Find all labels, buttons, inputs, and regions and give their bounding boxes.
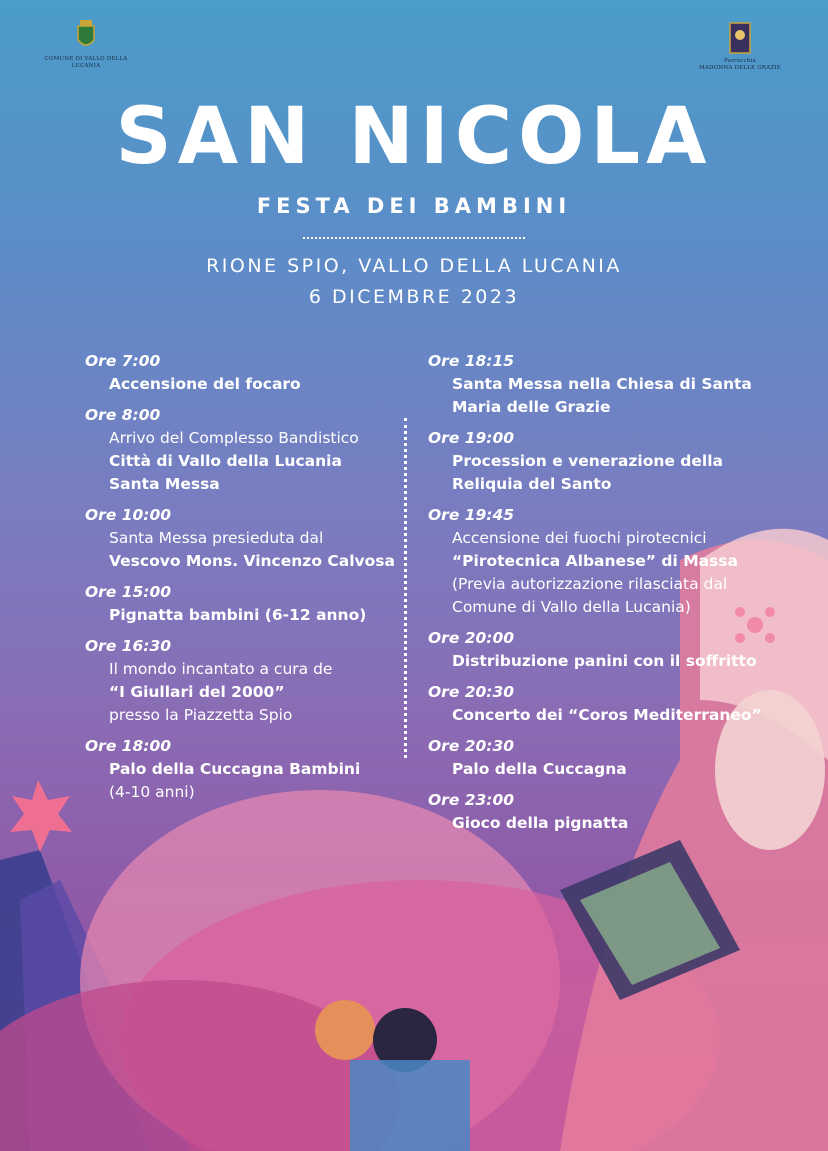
entry-description: (Previa autorizzazione rilasciata dal [452, 575, 728, 593]
program-entry [428, 681, 808, 735]
program-entry [428, 789, 808, 843]
event-subtitle: FESTA DEI BAMBINI [256, 194, 572, 218]
entry-time: Ore 18:00 [85, 737, 172, 755]
entry-gap [85, 573, 395, 581]
program-entry [85, 404, 395, 504]
entry-description: Il mondo incantato a cura de [109, 660, 333, 678]
entry-description: Arrivo del Complesso Bandistico [109, 429, 359, 447]
event-date: 6 DICEMBRE 2023 [308, 286, 520, 308]
entry-time: Ore 15:00 [85, 583, 172, 601]
entry-description: Città di Vallo della Lucania [109, 452, 342, 470]
child-body [350, 1060, 470, 1151]
entry-time: Ore 20:30 [428, 737, 515, 755]
entry-description: Comune di Vallo della Lucania) [452, 598, 691, 616]
entry-description: Procession e venerazione della [452, 452, 723, 470]
municipality-label: COMUNE DI VALLO DELLA LUCANIA [44, 56, 128, 69]
entry-description: Pignatta bambini (6-12 anno) [109, 606, 367, 624]
entry-description: “I Giullari del 2000” [109, 683, 285, 701]
entry-description: Santa Messa [109, 475, 220, 493]
entry-time: Ore 16:30 [85, 637, 172, 655]
entry-description: Palo della Cuccagna [452, 760, 627, 778]
program-entry [85, 350, 395, 404]
entry-time: Ore 20:00 [428, 629, 515, 647]
entry-gap [428, 727, 808, 735]
program-entry [428, 627, 808, 681]
entry-description: Santa Messa nella Chiesa di Santa [452, 375, 752, 393]
entry-description: Santa Messa presieduta dal [109, 529, 324, 547]
entry-description: Palo della Cuccagna Bambini [109, 760, 361, 778]
entry-description: “Pirotecnica Albanese” di Massa [452, 552, 738, 570]
program-entry [428, 427, 808, 504]
column-divider [404, 418, 407, 758]
parish-logo [690, 22, 790, 72]
entry-description: Vescovo Mons. Vincenzo Calvosa [109, 552, 395, 570]
entry-gap [428, 781, 808, 789]
entry-description: presso la Piazzetta Spio [109, 706, 293, 724]
entry-gap [428, 619, 808, 627]
entry-time: Ore 19:00 [428, 429, 515, 447]
entry-gap [85, 727, 395, 735]
entry-description: Concerto dei “Coros Mediterraneo” [452, 706, 762, 724]
program-entry [85, 504, 395, 581]
parish-label-1: Parrocchia [723, 58, 757, 64]
program-entry [85, 735, 395, 812]
entry-description: Reliquia del Santo [452, 475, 612, 493]
dotted-separator [303, 237, 525, 239]
parish-image-icon [729, 22, 751, 54]
entry-time: Ore 7:00 [85, 352, 161, 370]
entry-description: Accensione dei fuochi pirotecnici [452, 529, 707, 547]
entry-gap [428, 419, 808, 427]
coat-of-arms-icon [75, 18, 97, 52]
entry-gap [85, 396, 395, 404]
parish-label-2: MADONNA DELLE GRAZIE [699, 65, 781, 71]
entry-description: Accensione del focaro [109, 375, 301, 393]
star-shape [10, 780, 72, 852]
entry-time: Ore 20:30 [428, 683, 515, 701]
entry-gap [428, 673, 808, 681]
entry-time: Ore 8:00 [85, 406, 161, 424]
child-head [315, 1000, 375, 1060]
event-title: SAN NICOLA [115, 92, 713, 182]
entry-description: Maria delle Grazie [452, 398, 611, 416]
entry-time: Ore 18:15 [428, 352, 515, 370]
entry-time: Ore 23:00 [428, 791, 515, 809]
entry-gap [428, 496, 808, 504]
entry-gap [85, 627, 395, 635]
entry-description: (4-10 anni) [109, 783, 195, 801]
entry-description: Distribuzione panini con il soffritto [452, 652, 757, 670]
entry-time: Ore 10:00 [85, 506, 172, 524]
entry-description: Gioco della pignatta [452, 814, 629, 832]
entry-gap [428, 835, 808, 843]
program-left-column [85, 350, 395, 812]
program-entry [428, 504, 808, 627]
entry-gap [85, 804, 395, 812]
program-entry [85, 635, 395, 735]
entry-gap [85, 496, 395, 504]
program-entry [85, 581, 395, 635]
program-entry [428, 350, 808, 427]
event-location: RIONE SPIO, VALLO DELLA LUCANIA [206, 255, 622, 277]
municipality-logo [44, 18, 128, 70]
program-right-column [428, 350, 808, 843]
entry-time: Ore 19:45 [428, 506, 515, 524]
program-entry [428, 735, 808, 789]
